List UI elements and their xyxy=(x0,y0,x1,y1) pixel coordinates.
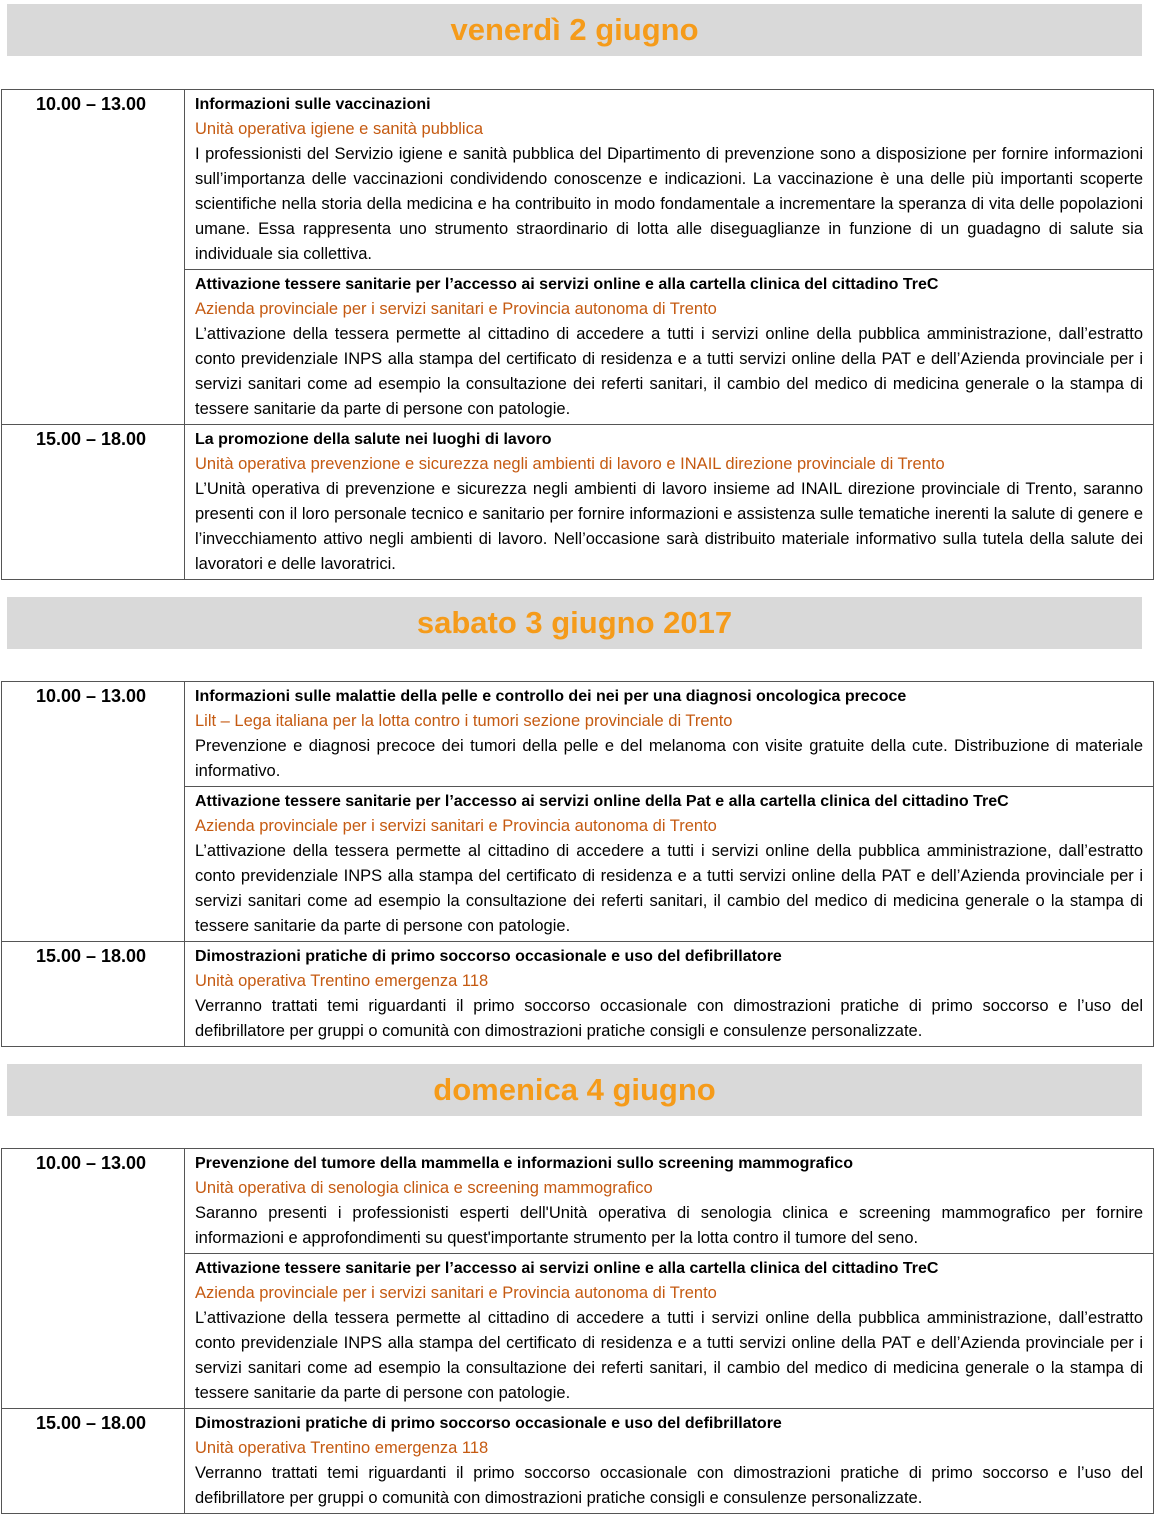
event-organizer: Unità operativa Trentino emergenza 118 xyxy=(195,1439,489,1457)
event-organizer: Lilt – Lega italiana per la lotta contro i tumori sezione provinciale di Trento xyxy=(195,712,733,730)
time-label: 15.00 – 18.00 xyxy=(35,1413,147,1433)
event-description: I professionisti del Servizio igiene e sanità pubblica del Dipartimento di prevenzione sono a disposizione per fornire informazioni sull’importanza delle vaccinazioni condividendo conoscenze e indicazioni. La vaccinazione è una delle più importanti scoperte scientifiche nella storia della medicina e ha contribuito in modo fondamentale a incrementare la speranza di vita delle popolazioni umane. Essa rappresenta uno strumento straordinario di lotta alle diseguaglianze in funzione di un guadagno di salute sia individuale sia collettiva. xyxy=(195,145,1143,263)
table-row xyxy=(2,682,1154,942)
event xyxy=(185,682,1153,786)
event-description: L’attivazione della tessera permette al cittadino di accedere a tutti i servizi online della pubblica amministrazione, dall’estratto conto previdenziale INPS alla stampa del certificato di residenza e a tutti servizi online della PAT e dell’Azienda provinciale per i servizi sanitari come ad esempio la consultazione dei referti sanitari, il cambio del medico di medicina generale o la stampa di tessere sanitarie da parte di persone con patologie. xyxy=(195,842,1143,935)
event-title: Dimostrazioni pratiche di primo soccorso occasionale e uso del defibrillatore xyxy=(195,948,782,965)
time-slot xyxy=(2,1149,185,1409)
time-label: 15.00 – 18.00 xyxy=(35,946,147,966)
event xyxy=(185,1253,1153,1408)
event-organizer: Azienda provinciale per i servizi sanitari e Provincia autonoma di Trento xyxy=(195,1284,717,1302)
time-slot xyxy=(2,1409,185,1514)
event-description: Verranno trattati temi riguardanti il primo soccorso occasionale con dimostrazioni pratiche di primo soccorso e l’uso del defibrillatore per gruppi o comunità con dimostrazioni pratiche consigli e consulenze personalizzate. xyxy=(195,1464,1143,1507)
event xyxy=(185,1409,1153,1513)
day-header-3: domenica 4 giugno xyxy=(7,1064,1142,1116)
event-title: Attivazione tessere sanitarie per l’accesso ai servizi online e alla cartella clinica del cittadino TreC xyxy=(195,1260,939,1277)
event xyxy=(185,942,1153,1046)
event-organizer: Azienda provinciale per i servizi sanitari e Provincia autonoma di Trento xyxy=(195,817,717,835)
event-description: L’Unità operativa di prevenzione e sicurezza negli ambienti di lavoro insieme ad INAIL direzione provinciale di Trento, saranno presenti con il loro personale tecnico e sanitario per fornire informazioni e assistenza sulle tematiche inerenti la salute di genere e l’invecchiamento attivo negli ambienti di lavoro. Nell’occasione sarà distribuito materiale informativo sulla tutela della salute dei lavoratori e delle lavoratrici. xyxy=(195,480,1143,573)
event-description: L’attivazione della tessera permette al cittadino di accedere a tutti i servizi online della pubblica amministrazione, dall’estratto conto previdenziale INPS alla stampa del certificato di residenza e a tutti servizi online della PAT e dell’Azienda provinciale per i servizi sanitari come ad esempio la consultazione dei referti sanitari, il cambio del medico di medicina generale o la stampa di tessere sanitarie da parte di persone con patologie. xyxy=(195,1309,1143,1402)
time-slot xyxy=(2,682,185,942)
event-organizer: Unità operativa di senologia clinica e screening mammografico xyxy=(195,1179,653,1197)
events-cell xyxy=(185,1149,1154,1409)
time-label: 10.00 – 13.00 xyxy=(35,1153,147,1173)
event-description: Saranno presenti i professionisti esperti dell'Unità operativa di senologia clinica e screening mammografico per fornire informazioni e approfondimenti su quest'importante strumento per la lotta contro il tumore del seno. xyxy=(195,1204,1143,1247)
event xyxy=(185,786,1153,941)
day-header-2: sabato 3 giugno 2017 xyxy=(7,597,1142,649)
time-label: 10.00 – 13.00 xyxy=(35,686,147,706)
event-title: Informazioni sulle vaccinazioni xyxy=(195,96,431,113)
event-title: La promozione della salute nei luoghi di lavoro xyxy=(195,431,552,448)
event xyxy=(185,269,1153,424)
events-cell xyxy=(185,682,1154,942)
event-organizer: Azienda provinciale per i servizi sanitari e Provincia autonoma di Trento xyxy=(195,300,717,318)
events-cell xyxy=(185,1409,1154,1514)
time-slot xyxy=(2,90,185,425)
table-row xyxy=(2,1149,1154,1409)
schedule-table-2 xyxy=(1,681,1154,1047)
event xyxy=(185,90,1153,269)
event-title: Attivazione tessere sanitarie per l’accesso ai servizi online e alla cartella clinica del cittadino TreC xyxy=(195,276,939,293)
event-description: L’attivazione della tessera permette al cittadino di accedere a tutti i servizi online della pubblica amministrazione, dall’estratto conto previdenziale INPS alla stampa del certificato di residenza e a tutti servizi online della PAT e dell’Azienda provinciale per i servizi sanitari come ad esempio la consultazione dei referti sanitari, il cambio del medico di medicina generale o la stampa di tessere sanitarie da parte di persone con patologie. xyxy=(195,325,1143,418)
event-organizer: Unità operativa igiene e sanità pubblica xyxy=(195,120,484,138)
events-cell xyxy=(185,90,1154,425)
time-label: 15.00 – 18.00 xyxy=(35,429,147,449)
event-title: Attivazione tessere sanitarie per l’accesso ai servizi online della Pat e alla cartella clinica del cittadino TreC xyxy=(195,793,1009,810)
event-description: Verranno trattati temi riguardanti il primo soccorso occasionale con dimostrazioni pratiche di primo soccorso e l’uso del defibrillatore per gruppi o comunità con dimostrazioni pratiche consigli e consulenze personalizzate. xyxy=(195,997,1143,1040)
table-row xyxy=(2,90,1154,425)
event-title: Dimostrazioni pratiche di primo soccorso occasionale e uso del defibrillatore xyxy=(195,1415,782,1432)
event-title: Prevenzione del tumore della mammella e informazioni sullo screening mammografico xyxy=(195,1155,853,1172)
event xyxy=(185,1149,1153,1253)
events-cell xyxy=(185,425,1154,580)
table-row xyxy=(2,425,1154,580)
time-slot xyxy=(2,942,185,1047)
day-header-1: venerdì 2 giugno xyxy=(7,4,1142,56)
schedule-table-1 xyxy=(1,89,1154,580)
event-title: Informazioni sulle malattie della pelle e controllo dei nei per una diagnosi oncologica precoce xyxy=(195,688,907,705)
time-slot xyxy=(2,425,185,580)
schedule-table-3 xyxy=(1,1148,1154,1514)
time-label: 10.00 – 13.00 xyxy=(35,94,147,114)
event-description: Prevenzione e diagnosi precoce dei tumori della pelle e del melanoma con visite gratuite della cute. Distribuzione di materiale informativo. xyxy=(195,737,1143,780)
event-organizer: Unità operativa prevenzione e sicurezza negli ambienti di lavoro e INAIL direzione provinciale di Trento xyxy=(195,455,945,473)
table-row xyxy=(2,942,1154,1047)
event xyxy=(185,425,1153,579)
events-cell xyxy=(185,942,1154,1047)
table-row xyxy=(2,1409,1154,1514)
event-organizer: Unità operativa Trentino emergenza 118 xyxy=(195,972,489,990)
